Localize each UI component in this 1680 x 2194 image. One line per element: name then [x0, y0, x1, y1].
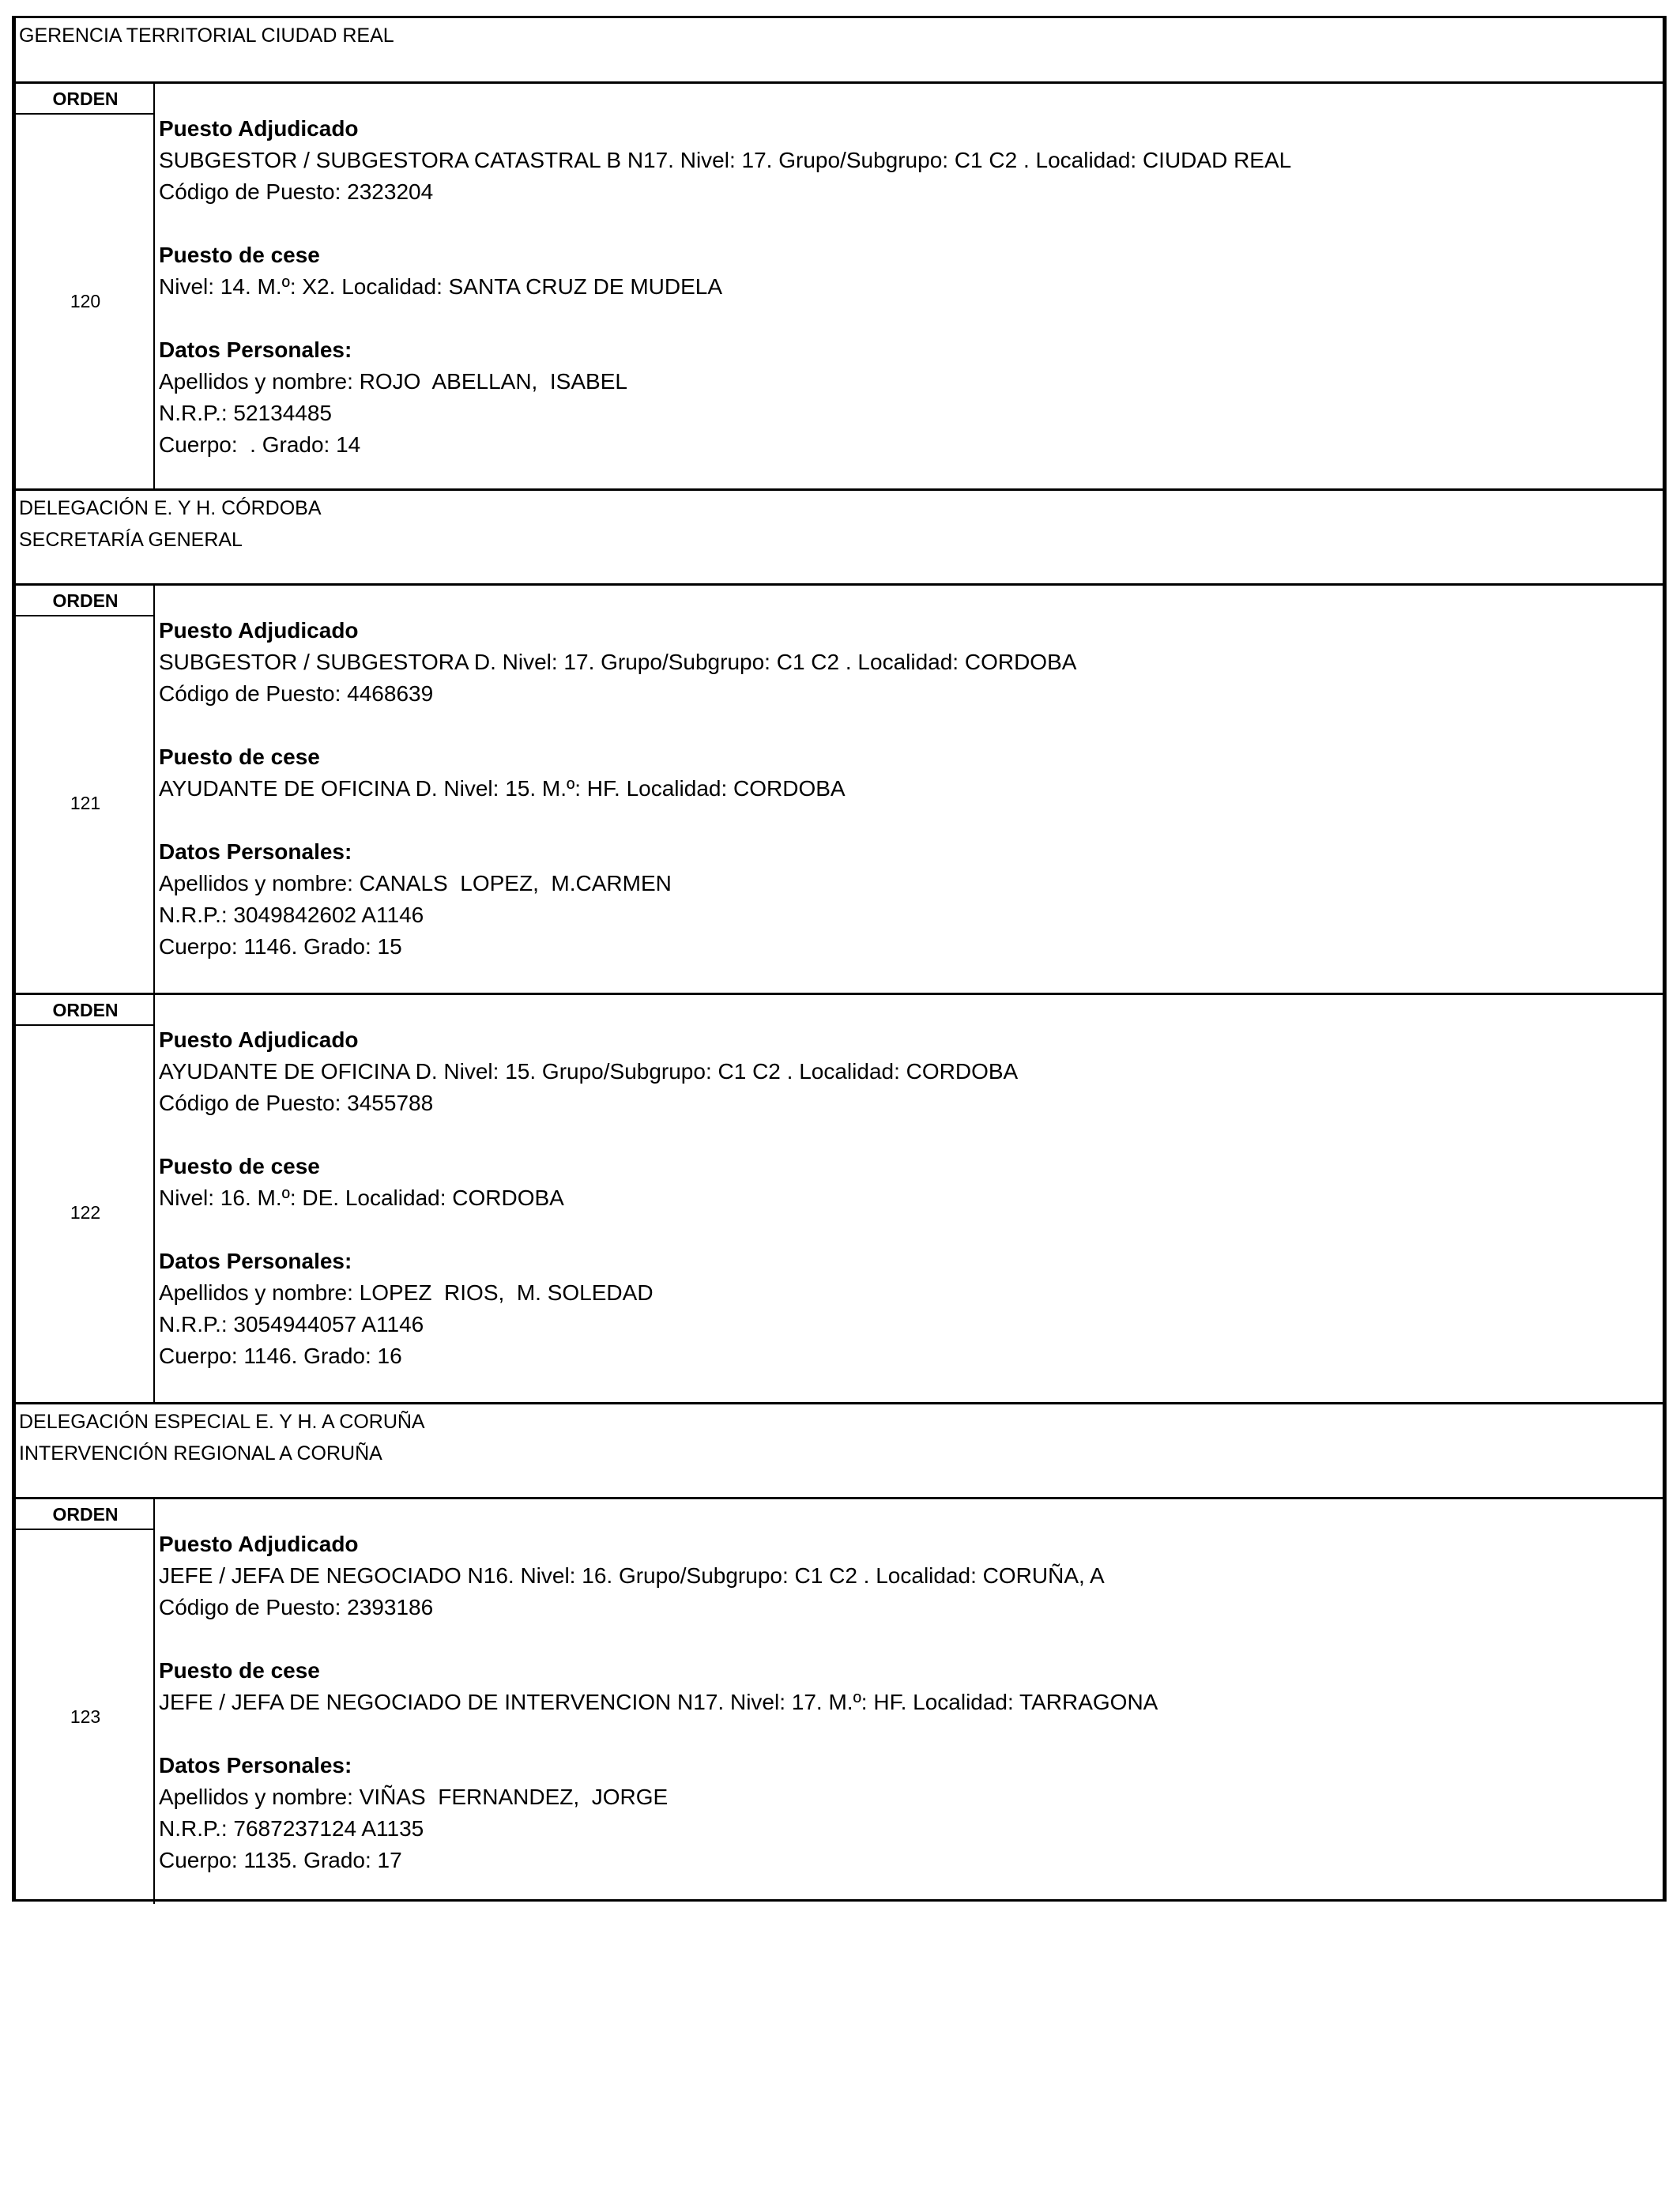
datos-personales-title: Datos Personales: [159, 1753, 352, 1777]
row-divider [16, 81, 1663, 84]
cuerpo-grado: Cuerpo: 1146. Grado: 15 [159, 934, 402, 959]
orden-label: ORDEN [52, 1504, 119, 1525]
cuerpo-grado: Cuerpo: 1146. Grado: 16 [159, 1344, 402, 1368]
puesto-adjudicado-title: Puesto Adjudicado [159, 618, 359, 643]
puesto-cese-title: Puesto de cese [159, 745, 320, 769]
puesto-adjudicado-title: Puesto Adjudicado [159, 1027, 359, 1052]
cuerpo-grado: Cuerpo: . Grado: 14 [159, 432, 361, 457]
nrp: N.R.P.: 7687237124 A1135 [159, 1816, 424, 1841]
nrp: N.R.P.: 52134485 [159, 401, 332, 425]
column-divider [153, 995, 155, 1402]
orden-label: ORDEN [52, 590, 119, 611]
orden-label: ORDEN [52, 1000, 119, 1020]
puesto-adjudicado-text: AYUDANTE DE OFICINA D. Nivel: 15. Grupo/Subgrupo: C1 C2 . Localidad: CORDOBA [159, 1059, 1019, 1084]
codigo-puesto: Código de Puesto: 3455788 [159, 1091, 434, 1115]
nrp: N.R.P.: 3049842602 A1146 [159, 903, 424, 927]
orden-divider [16, 113, 155, 115]
column-divider [153, 586, 155, 993]
puesto-cese-title: Puesto de cese [159, 1154, 320, 1178]
org-header-line: DELEGACIÓN E. Y H. CÓRDOBA [19, 497, 322, 519]
row-divider [16, 993, 1663, 995]
puesto-cese-title: Puesto de cese [159, 243, 320, 267]
orden-label: ORDEN [52, 89, 119, 109]
cuerpo-grado: Cuerpo: 1135. Grado: 17 [159, 1848, 402, 1872]
orden-number: 121 [70, 793, 101, 813]
puesto-cese-title: Puesto de cese [159, 1658, 320, 1683]
puesto-cese-text: Nivel: 14. M.º: X2. Localidad: SANTA CRUZ DE MUDELA [159, 274, 723, 299]
orden-number: 122 [70, 1202, 101, 1223]
datos-personales-title: Datos Personales: [159, 839, 352, 864]
orden-divider [16, 1529, 155, 1530]
entry-content [159, 615, 1076, 963]
codigo-puesto: Código de Puesto: 4468639 [159, 681, 434, 706]
org-header-line: INTERVENCIÓN REGIONAL A CORUÑA [19, 1442, 382, 1465]
apellidos-nombre: Apellidos y nombre: ROJO ABELLAN, ISABEL [159, 369, 627, 394]
org-header-line: GERENCIA TERRITORIAL CIUDAD REAL [19, 25, 394, 47]
nrp: N.R.P.: 3054944057 A1146 [159, 1312, 424, 1336]
row-divider [16, 1402, 1663, 1404]
orden-divider [16, 1024, 155, 1026]
org-header-line: SECRETARÍA GENERAL [19, 529, 243, 551]
entry-content [159, 1529, 1158, 1876]
document-table [12, 16, 1667, 1902]
puesto-adjudicado-text: JEFE / JEFA DE NEGOCIADO N16. Nivel: 16. Grupo/Subgrupo: C1 C2 . Localidad: CORUÑA, A [159, 1563, 1105, 1588]
datos-personales-title: Datos Personales: [159, 1249, 352, 1273]
puesto-adjudicado-text: SUBGESTOR / SUBGESTORA CATASTRAL B N17. Nivel: 17. Grupo/Subgrupo: C1 C2 . Localidad: CIUDAD REAL [159, 148, 1292, 172]
codigo-puesto: Código de Puesto: 2393186 [159, 1595, 434, 1619]
datos-personales-title: Datos Personales: [159, 337, 352, 362]
orden-number: 123 [70, 1706, 101, 1727]
entry-content [159, 113, 1291, 461]
apellidos-nombre: Apellidos y nombre: VIÑAS FERNANDEZ, JORGE [159, 1785, 669, 1809]
apellidos-nombre: Apellidos y nombre: LOPEZ RIOS, M. SOLEDAD [159, 1280, 654, 1305]
column-divider [153, 84, 155, 488]
apellidos-nombre: Apellidos y nombre: CANALS LOPEZ, M.CARMEN [159, 871, 672, 895]
row-divider [16, 1497, 1663, 1499]
row-divider [16, 583, 1663, 586]
puesto-cese-text: Nivel: 16. M.º: DE. Localidad: CORDOBA [159, 1186, 564, 1210]
orden-divider [16, 615, 155, 616]
puesto-cese-text: AYUDANTE DE OFICINA D. Nivel: 15. M.º: HF. Localidad: CORDOBA [159, 776, 846, 801]
codigo-puesto: Código de Puesto: 2323204 [159, 179, 434, 204]
org-header-line: DELEGACIÓN ESPECIAL E. Y H. A CORUÑA [19, 1411, 425, 1433]
orden-number: 120 [70, 291, 101, 311]
puesto-adjudicado-title: Puesto Adjudicado [159, 116, 359, 141]
column-divider [153, 1499, 155, 1904]
puesto-cese-text: JEFE / JEFA DE NEGOCIADO DE INTERVENCION N17. Nivel: 17. M.º: HF. Localidad: TARRAGONA [159, 1690, 1158, 1714]
puesto-adjudicado-title: Puesto Adjudicado [159, 1532, 359, 1556]
row-divider [16, 488, 1663, 491]
puesto-adjudicado-text: SUBGESTOR / SUBGESTORA D. Nivel: 17. Grupo/Subgrupo: C1 C2 . Localidad: CORDOBA [159, 650, 1077, 674]
entry-content [159, 1024, 1018, 1372]
